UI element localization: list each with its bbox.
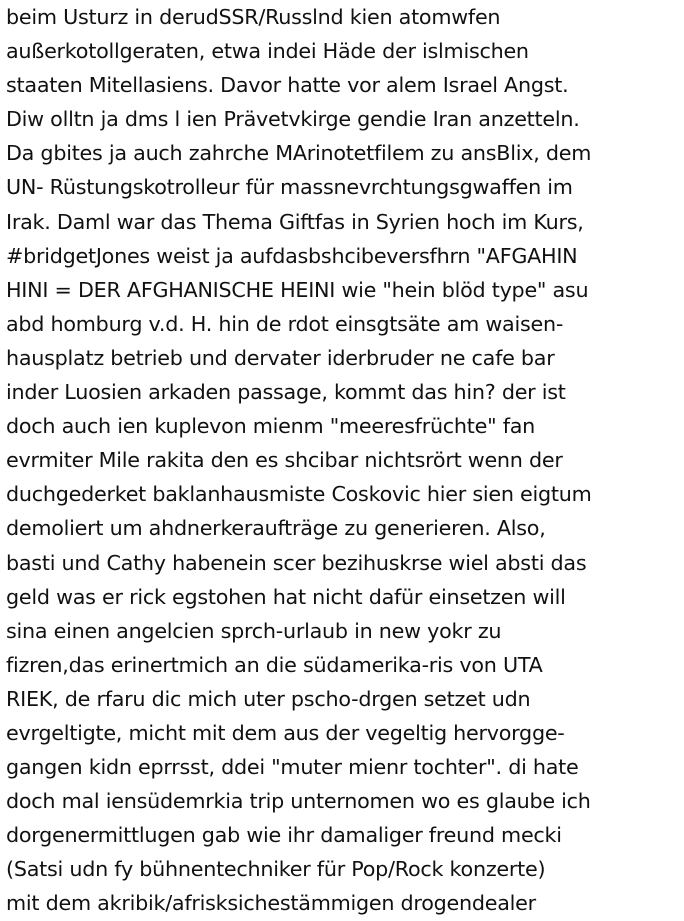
text-line: mit dem akribik/afrisksichestämmigen drogendealer xyxy=(6,891,536,916)
body-text xyxy=(6,0,682,921)
text-line: sina einen angelcien sprch-urlaub in new yokr zu xyxy=(6,618,502,643)
text-line: evrmiter Mile rakita den es shcibar nichtsrört wenn der xyxy=(6,448,563,473)
text-line: staaten Mitellasiens. Davor hatte vor alem Israel Angst. xyxy=(6,73,569,98)
text-line: gangen kidn eprrsst, ddei "muter mienr tochter". di hate xyxy=(6,755,579,780)
text-line: inder Luosien arkaden passage, kommt das hin? der ist xyxy=(6,380,566,405)
text-line: duchgederket baklanhausmiste Coskovic hier sien eigtum xyxy=(6,482,592,507)
text-line: fizren,das erinertmich an die südamerika-ris von UTA xyxy=(6,652,543,677)
text-line: geld was er rick egstohen hat nicht dafür einsetzen will xyxy=(6,584,566,609)
text-line: basti und Cathy habenein scer bezihuskrse wiel absti das xyxy=(6,550,587,575)
text-line: doch mal iensüdemrkia trip unternomen wo es glaube ich xyxy=(6,789,591,814)
text-line: RIEK, de rfaru dic mich uter pscho-drgen setzet udn xyxy=(6,686,531,711)
text-line: beim Usturz in derudSSR/Russlnd kien atomwfen xyxy=(6,5,501,29)
text-line: Da gbites ja auch zahrche MArinotetfilem zu ansBlix, dem xyxy=(6,141,592,166)
text-line: evrgeltigte, micht mit dem aus der vegeltig hervorgge- xyxy=(6,720,565,745)
text-line: dorgenermittlugen gab wie ihr damaliger freund mecki xyxy=(6,823,562,848)
text-line: abd homburg v.d. H. hin de rdot einsgtsäte am waisen- xyxy=(6,311,564,336)
text-line: hausplatz betrieb und dervater iderbruder ne cafe bar xyxy=(6,345,555,370)
text-line: außerkotollgeraten, etwa indei Häde der islmischen xyxy=(6,39,529,64)
text-line: #bridgetJones weist ja aufdasbshcibeversfhrn "AFGAHIN xyxy=(6,243,578,268)
text-line: UN- Rüstungskotrolleur für massnevrchtungsgwaffen im xyxy=(6,175,573,200)
text-line: (Satsi udn fy bühnentechniker für Pop/Rock konzerte) xyxy=(6,857,546,882)
text-line: doch auch ien kuplevon mienm "meeresfrüchte" fan xyxy=(6,414,536,439)
text-line: Diw olltn ja dms l ien Prävetvkirge gendie Iran anzetteln. xyxy=(6,107,580,132)
text-line: demoliert um ahdnerkeraufträge zu generieren. Also, xyxy=(6,516,546,541)
text-line: Irak. Daml war das Thema Giftfas in Syrien hoch im Kurs, xyxy=(6,209,584,234)
text-line: HINI = DER AFGHANISCHE HEINI wie "hein blöd type" asu xyxy=(6,277,589,302)
